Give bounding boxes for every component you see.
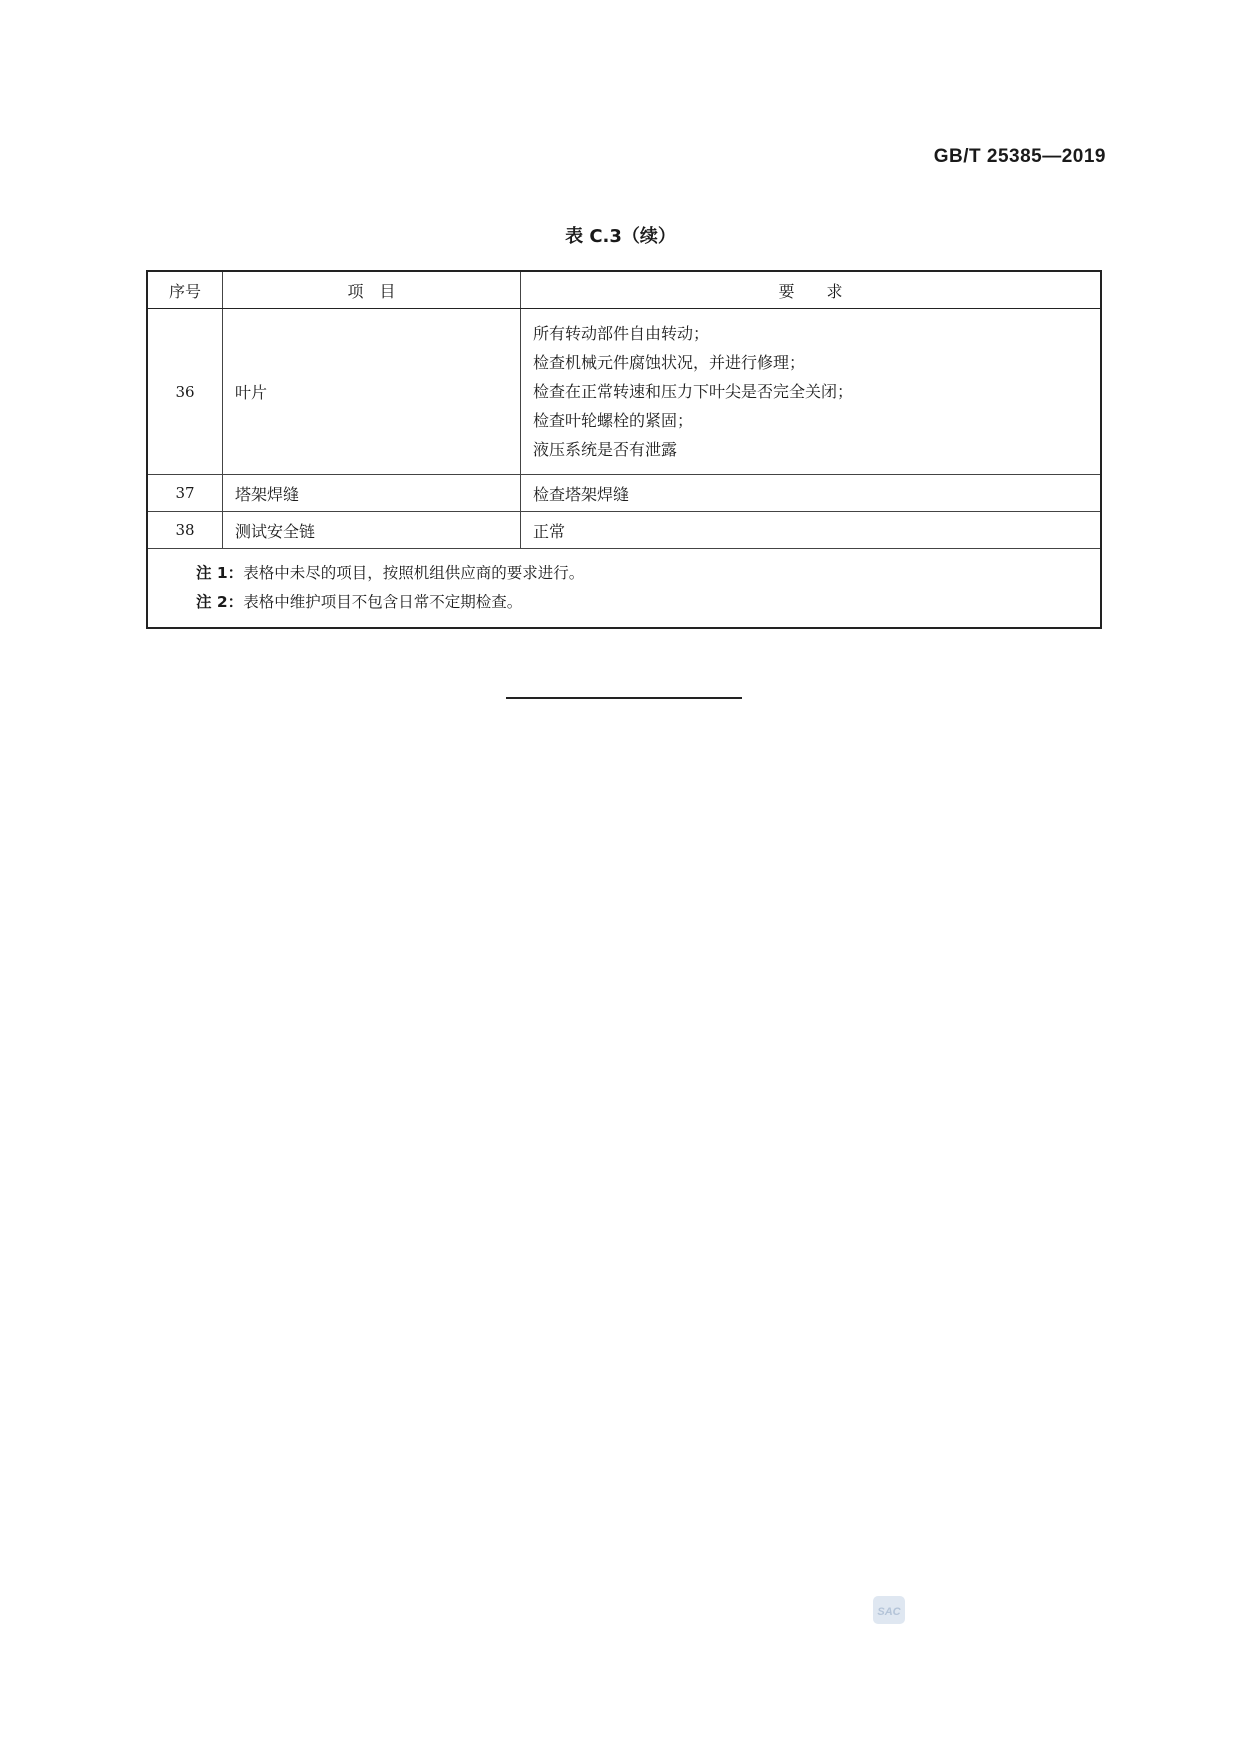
row-requirements [521, 309, 1102, 475]
requirements-table [146, 270, 1102, 629]
requirement-line: 检查叶轮螺栓的紧固； [533, 411, 694, 430]
note-text: 表格中未尽的项目，按照机组供应商的要求进行。 [243, 564, 585, 582]
row-item: 测试安全链 [223, 512, 521, 549]
table-notes [147, 549, 1101, 629]
column-header-no: 序号 [147, 271, 223, 309]
end-of-document-rule [506, 697, 742, 699]
row-item: 叶片 [223, 309, 521, 475]
requirement-line: 所有转动部件自由转动； [533, 324, 710, 343]
table-row [147, 475, 1101, 512]
row-number: 37 [147, 475, 223, 512]
note-line [196, 588, 1100, 617]
note-text: 表格中维护项目不包含日常不定期检查。 [243, 593, 523, 611]
table-title: 表 C.3（续） [565, 226, 676, 247]
table-header-row [147, 271, 1101, 309]
row-requirements: 检查塔架焊缝 [521, 475, 1102, 512]
note-line [196, 559, 1100, 588]
row-number: 36 [147, 309, 223, 475]
table-notes-row [147, 549, 1101, 629]
column-header-item: 项 目 [223, 271, 521, 309]
requirement-line: 检查在正常转速和压力下叶尖是否完全关闭； [533, 382, 854, 401]
sac-logo-text: SAC [877, 1606, 901, 1618]
requirement-line: 液压系统是否有泄露 [533, 440, 678, 459]
table-row [147, 512, 1101, 549]
sac-logo-icon [872, 1595, 906, 1625]
row-requirements: 正常 [521, 512, 1102, 549]
row-item: 塔架焊缝 [223, 475, 521, 512]
requirement-line: 检查机械元件腐蚀状况，并进行修理； [533, 353, 806, 372]
column-header-requirements: 要 求 [521, 271, 1102, 309]
standard-code: GB/T 25385—2019 [933, 146, 1106, 167]
note-label: 注 1： [196, 564, 244, 582]
row-number: 38 [147, 512, 223, 549]
note-label: 注 2： [196, 593, 244, 611]
table-row [147, 309, 1101, 475]
